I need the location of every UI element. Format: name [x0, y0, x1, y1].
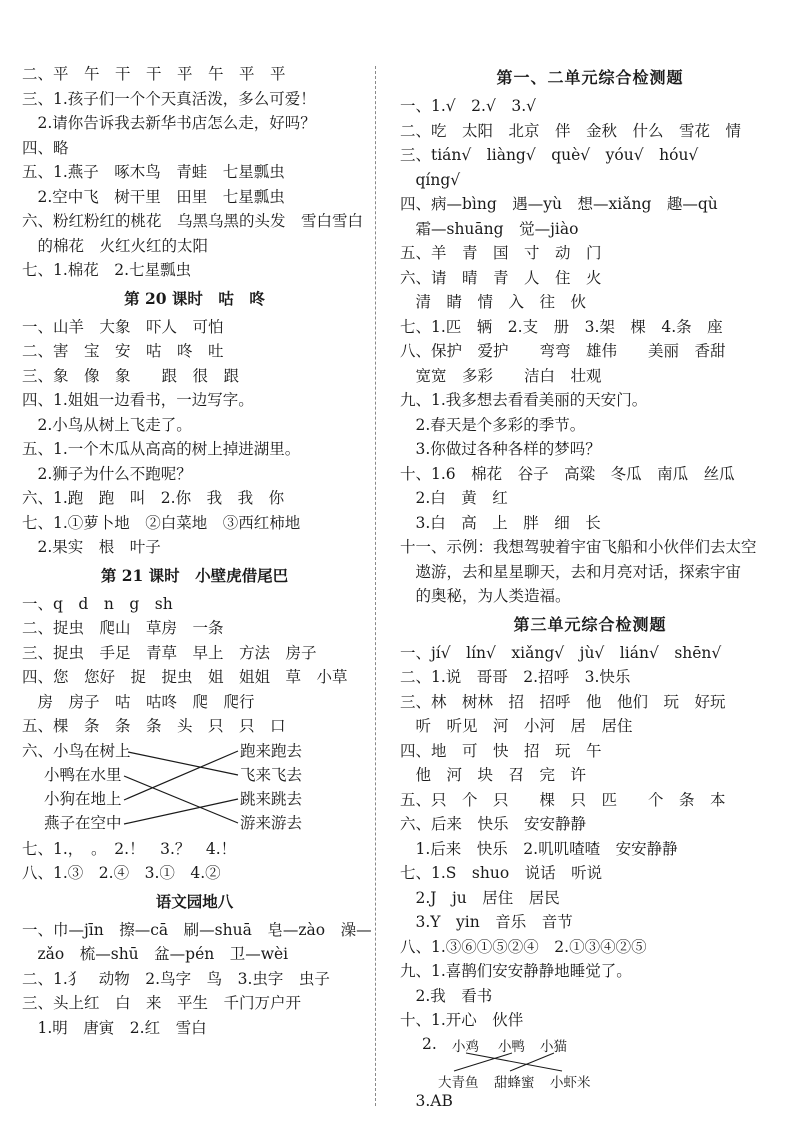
answer-line: 四、地 可 快 招 玩 午	[400, 741, 602, 760]
answer-line: 二、捉虫 爬山 草房 一条	[22, 619, 224, 637]
answer-line: 二、吃 太阳 北京 伴 金秋 什么 雪花 情	[400, 121, 742, 140]
match-line	[128, 752, 238, 775]
answer-line: 九、1.我多想去看看美丽的天安门。	[400, 391, 648, 409]
answer-line: 3.白 高 上 胖 细 长	[400, 513, 601, 532]
answer-line: 九、1.喜鹊们安安静静地睡觉了。	[400, 962, 632, 980]
answer-line: 2.空中飞 树干里 田里 七星瓢虫	[22, 187, 285, 206]
answer-line: 二、平 午 干 干 平 午 平 平	[22, 65, 286, 83]
answer-line: 六、粉红粉红的桃花 乌黑乌黑的头发 雪白雪白	[22, 212, 364, 230]
answer-line: 2.狮子为什么不跑呢？	[22, 464, 192, 483]
match-right-item: 跑来跑去	[240, 741, 303, 760]
answer-line: 2.请你告诉我去新华书店怎么走，好吗？	[22, 114, 316, 132]
answer-line: 一、q d n g sh	[22, 594, 173, 613]
answer-line: 2.果实 根 叶子	[22, 538, 161, 556]
answer-line: 听 听见 河 小河 居 居住	[400, 717, 633, 735]
answer-line: 四、略	[22, 138, 69, 157]
answer-line: 七、1.S shuo 说话 听说	[400, 864, 603, 882]
column-divider	[375, 66, 376, 1106]
answer-line: 八、保护 爱护 弯弯 雄伟 美丽 香甜	[400, 342, 726, 360]
answer-line: 七、1.匹 辆 2.支 册 3.架 棵 4.条 座	[400, 317, 723, 336]
answer-line: 七、1.①萝卜地 ②白菜地 ③西红柿地	[22, 513, 301, 532]
answer-line: 1.后来 快乐 2.叽叽喳喳 安安静静	[400, 839, 678, 858]
small-matching-exercise	[400, 1033, 780, 1089]
matching-exercise	[22, 739, 367, 837]
answer-line: 房 房子 咕 咕咚 爬 爬行	[22, 692, 255, 711]
match-left-item: 小鸭在水里	[44, 765, 122, 784]
match-line	[124, 751, 238, 800]
answer-line: 五、1.一个木瓜从高高的树上掉进湖里。	[22, 440, 301, 458]
match-right-item: 飞来飞去	[240, 765, 303, 784]
answer-line: 三、tián√ liàng√ què√ yóu√ hóu√	[400, 146, 699, 164]
answer-line: 八、1.③⑥①⑤②④ 2.①③④②⑤	[400, 937, 647, 956]
answer-line: 的奥秘，为人类造福。	[400, 587, 571, 605]
match-bottom-item: 甜蜂蜜	[494, 1074, 535, 1091]
answer-line: 四、1.姐姐一边看书，一边写字。	[22, 391, 254, 409]
answer-line: 三、头上红 白 来 平生 千门万户开	[22, 994, 302, 1012]
answer-line: 五、棵 条 条 条 头 只 只 口	[22, 717, 286, 735]
match-line	[124, 776, 238, 823]
answer-line: 四、病—bìng 遇—yù 想—xiǎng 趣—qù	[400, 195, 718, 213]
match-line	[124, 799, 238, 824]
matching-lines	[22, 739, 367, 837]
answer-line: 一、1.√ 2.√ 3.√	[400, 97, 536, 115]
answer-line: 六、后来 快乐 安安静静	[400, 815, 587, 833]
answer-line: 2.春天是个多彩的季节。	[400, 415, 586, 434]
answer-line: 五、1.燕子 啄木鸟 青蛙 七星瓢虫	[22, 163, 285, 181]
answer-line: 的棉花 火红火红的太阳	[22, 236, 209, 255]
answer-line: 遨游，去和星星聊天，去和月亮对话，探索宇宙	[400, 562, 742, 581]
section-title-units-1-2: 第一、二单元综合检测题	[496, 68, 684, 87]
match-top-item: 小猫	[540, 1038, 567, 1055]
answer-line: 霜—shuāng 觉—jiào	[400, 219, 579, 238]
match-left-item: 燕子在空中	[44, 813, 122, 832]
answers-block-unit-3	[400, 641, 780, 1033]
answer-line: 二、害 宝 安 咕 咚 吐	[22, 342, 224, 360]
match-top-item: 小鸡	[452, 1038, 479, 1055]
answers-block-previous	[22, 62, 367, 283]
answer-line: 一、jí√ lín√ xiǎng√ jù√ lián√ shēn√	[400, 643, 722, 662]
answers-block-lesson-20	[22, 315, 367, 560]
answer-line: 2.J ju 居住 居民	[400, 888, 560, 907]
answer-line: 2.白 黄 红	[400, 489, 508, 507]
answers-block-lesson-21-end	[22, 837, 367, 886]
answer-line: 三、象 像 象 跟 很 跟	[22, 366, 240, 385]
answer-line: 3.Y yin 音乐 音节	[400, 913, 573, 931]
section-title-lesson-20: 第 20 课时 咕 咚	[124, 288, 265, 308]
answer-line: 十一、示例：我想驾驶着宇宙飞船和小伙伴们去太空	[400, 538, 757, 556]
answer-line: 十、1.开心 伙伴	[400, 1011, 524, 1029]
match-bottom-item: 大青鱼	[438, 1074, 479, 1091]
answers-block-lesson-21	[22, 592, 367, 739]
answer-line: qíng√	[400, 170, 461, 189]
answer-line: 三、林 树林 招 招呼 他 他们 玩 好玩	[400, 692, 726, 711]
answer-line: 七、1.棉花 2.七星瓢虫	[22, 261, 192, 279]
answer-line: 三、1.孩子们一个个天真活泼，多么可爱！	[22, 89, 316, 108]
left-column	[22, 62, 372, 1040]
answer-line: 六、1.跑 跑 叫 2.你 我 我 你	[22, 489, 285, 507]
answers-block-units-1-2	[400, 94, 780, 609]
right-column	[400, 62, 780, 1113]
answer-line: 3.你做过各种各样的梦吗？	[400, 440, 601, 458]
answer-line: 三、捉虫 手足 青草 早上 方法 房子	[22, 643, 317, 662]
answer-line: 一、山羊 大象 吓人 可怕	[22, 317, 224, 336]
answer-line: 二、1.说 哥哥 2.招呼 3.快乐	[400, 668, 631, 686]
section-title-lesson-21: 第 21 课时 小壁虎借尾巴	[100, 565, 289, 585]
answer-line: 1.明 唐寅 2.红 雪白	[22, 1018, 207, 1037]
match-left-item: 小狗在地上	[44, 789, 122, 808]
answer-line: 八、1.③ 2.④ 3.① 4.②	[22, 864, 221, 882]
answer-line: 五、只 个 只 棵 只 匹 个 条 本	[400, 790, 726, 809]
answer-line: 十、1.6 棉花 谷子 高粱 冬瓜 南瓜 丝瓜	[400, 464, 735, 483]
answer-line: 五、羊 青 国 寸 动 门	[400, 244, 602, 262]
answer-line: 四、您 您好 捉 捉虫 姐 姐姐 草 小草	[22, 668, 348, 686]
answer-line: 宽宽 多彩 洁白 壮观	[400, 366, 602, 385]
answer-line: 他 河 块 召 完 许	[400, 766, 587, 784]
sub-question-number: 2.	[422, 1034, 437, 1053]
answer-line: 七、1.， 。 2.！ 3.？ 4.！	[22, 839, 237, 858]
match-right-item: 跳来跳去	[240, 789, 303, 808]
answer-line: zǎo 梳—shū 盆—pén 卫—wèi	[22, 945, 289, 963]
section-title-unit-3: 第三单元综合检测题	[513, 614, 667, 634]
answer-line: 一、巾—jīn 擦—cā 刷—shuā 皂—zào 澡—	[22, 920, 372, 939]
match-right-item: 游来游去	[240, 813, 303, 832]
answer-line: 2.小鸟从树上飞走了。	[22, 415, 192, 434]
match-left-item: 六、小鸟在树上	[22, 741, 131, 760]
answer-line: 六、请 晴 青 人 住 火	[400, 268, 602, 287]
answers-block-yuwen-yuandi	[22, 918, 372, 1041]
answer-line: 清 睛 情 入 往 伙	[400, 293, 587, 311]
match-bottom-item: 小虾米	[550, 1074, 591, 1091]
match-top-item: 小鸭	[498, 1038, 525, 1055]
answer-line: 3.AB	[400, 1091, 453, 1110]
answer-line: 二、1.犭 动物 2.鸟字 鸟 3.虫字 虫子	[22, 969, 330, 988]
section-title-yuwen-yuandi: 语文园地八	[155, 891, 234, 911]
answer-line: 2.我 看书	[400, 986, 493, 1005]
